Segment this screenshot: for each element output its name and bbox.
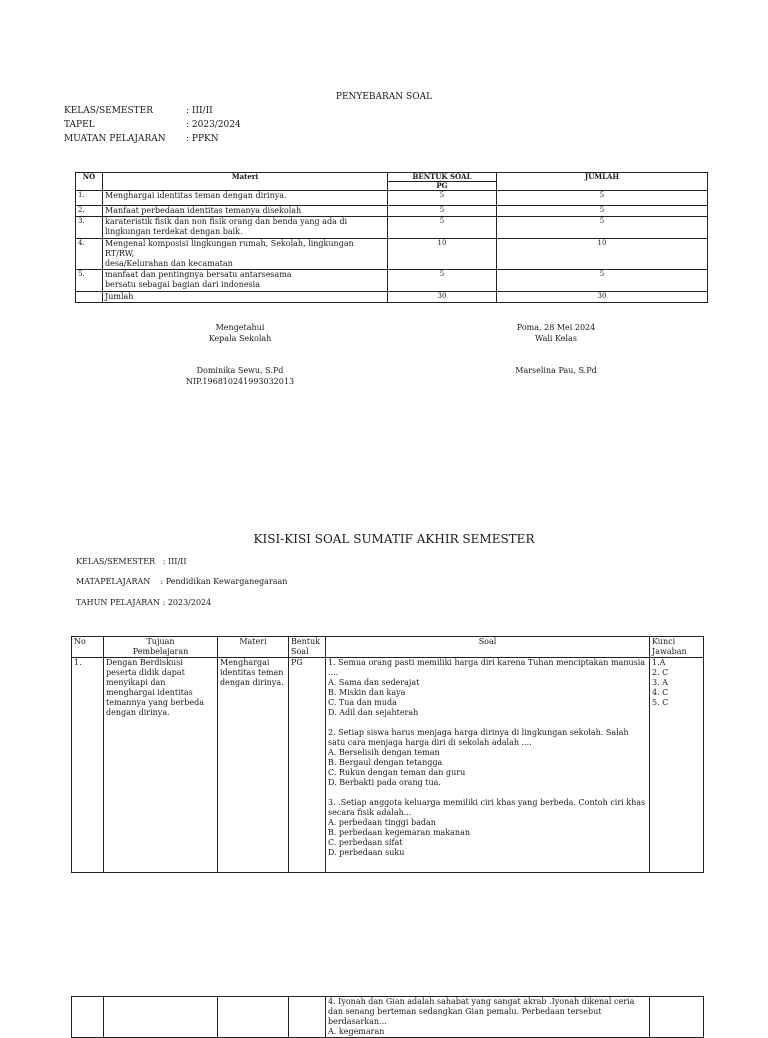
row-bentuk: PG xyxy=(289,658,326,873)
total-pg: 30 xyxy=(388,292,497,303)
doc1-meta-tapel-label: TAPEL xyxy=(64,120,95,130)
doc1-distribution-table xyxy=(75,172,708,303)
row-pg: 5 xyxy=(388,217,497,239)
row-materi: karateristik fisik dan non fisik orang dan benda yang ada di lingkungan terdekat dengan baik. xyxy=(103,217,388,239)
doc2-meta-subject: MATAPELAJARAN : Pendidikan Kewarganegaraan xyxy=(76,577,288,586)
header-soal: Soal xyxy=(326,637,650,658)
sig-left-line1: Mengetahui xyxy=(215,323,265,332)
sig-left-nip: NIP.196810241993032013 xyxy=(185,377,295,386)
table-row xyxy=(76,270,708,292)
row-soal: 4. Iyonah dan Gian adalah sahabat yang sangat akrab .Iyonah dikenal ceria dan senang berteman sedangkan Gian pemalu. Perbedaan tersebut berdasarkan... A. kegemaran xyxy=(326,997,650,1038)
row-no: 3. xyxy=(76,217,103,239)
table-total-row xyxy=(76,292,708,303)
doc1-meta-subject-label: MUATAN PELAJARAN xyxy=(64,134,166,144)
row-no: 4. xyxy=(76,239,103,270)
header-no: NO xyxy=(76,173,103,191)
row-no: 1. xyxy=(76,191,103,206)
header-no: No xyxy=(72,637,104,658)
doc1-meta-tapel-value: : 2023/2024 xyxy=(186,120,241,130)
row-pg: 5 xyxy=(388,270,497,292)
total-label: Jumlah xyxy=(103,292,388,303)
header-bentuk-soal: BENTUK SOAL xyxy=(388,173,497,182)
row-jumlah: 5 xyxy=(497,191,708,206)
sig-right-line1: Poma, 28 Mei 2024 xyxy=(516,323,596,332)
row-no: 2. xyxy=(76,206,103,217)
row-materi: Manfaat perbedaan identitas temanya disekolah xyxy=(103,206,388,217)
table-row xyxy=(72,658,704,873)
header-bentuk: Bentuk Soal xyxy=(289,637,326,658)
header-pg: PG xyxy=(388,182,497,191)
sig-right-name: Marselina Pau, S.Pd xyxy=(515,366,597,375)
header-kunci: Kunci Jawaban xyxy=(650,637,704,658)
row-pg: 5 xyxy=(388,206,497,217)
row-soal: 1. Semua orang pasti memiliki harga diri karena Tuhan menciptakan manusia .... A. Sama dan sederajat B. Miskin dan kaya C. Tua dan muda D. Adil dan sejahterah 2. Setiap siswa harus menjaga harga dirinya di lingkungan sekolah. Salah satu cara menjaga harga diri di sekolah adalah .... A. Berselisih dengan teman B. Bergaul dengan tetangga C. Rukun dengan teman dan guru D. Berbakti pada orang tua. 3. .Setiap anggota keluarga memiliki ciri khas yang berbeda. Contoh ciri khas secara fisik adalah... A. perbedaan tinggi badan B. perbedaan kegemaran makanan C. perbedaan sifat D. perbedaan suku xyxy=(326,658,650,873)
total-jumlah: 30 xyxy=(497,292,708,303)
row-materi: Mengenal komposisi lingkungan rumah, Sekolah, lingkungan RT/RW, desa/Kelurahan dan kecamatan xyxy=(103,239,388,270)
row-no: 1. xyxy=(72,658,104,873)
sig-left-line2: Kepala Sekolah xyxy=(208,334,272,343)
row-materi: manfaat dan pentingnya bersatu antarsesama bersatu sebagai bagian dari indonesia xyxy=(103,270,388,292)
doc2-meta-class: KELAS/SEMESTER : III/II xyxy=(76,557,187,566)
header-materi: Materi xyxy=(218,637,289,658)
doc1-meta-subject-value: : PPKN xyxy=(186,134,219,144)
doc2-kisi-table-continued xyxy=(71,996,704,1038)
header-jumlah: JUMLAH xyxy=(497,173,708,191)
doc1-title: PENYEBARAN SOAL xyxy=(335,92,433,102)
header-tujuan: Tujuan Pembelajaran xyxy=(104,637,218,658)
row-materi: Menghargai identitas teman dengan dirinya. xyxy=(103,191,388,206)
table-row xyxy=(76,206,708,217)
header-materi: Materi xyxy=(103,173,388,191)
doc1-meta-class-value: : III/II xyxy=(186,106,213,116)
row-jumlah: 10 xyxy=(497,239,708,270)
sig-left-name: Dominika Sewu, S.Pd xyxy=(196,366,284,375)
row-pg: 10 xyxy=(388,239,497,270)
doc2-title: KISI-KISI SOAL SUMATIF AKHIR SEMESTER xyxy=(253,532,535,546)
table-row xyxy=(76,191,708,206)
row-materi: Menghargai identitas teman dengan dirinya. xyxy=(218,658,289,873)
table-row xyxy=(72,997,704,1038)
row-jumlah: 5 xyxy=(497,270,708,292)
row-jumlah: 5 xyxy=(497,206,708,217)
sig-right-line2: Wali Kelas xyxy=(535,334,577,343)
doc2-kisi-table xyxy=(71,636,704,873)
row-tujuan: Dengan Berdiskusi peserta didik dapat menyikapi dan menghargai identitas temannya yang berbeda dengan dirinya. xyxy=(104,658,218,873)
row-pg: 5 xyxy=(388,191,497,206)
table-row xyxy=(76,239,708,270)
row-jumlah: 5 xyxy=(497,217,708,239)
row-kunci: 1.A 2. C 3. A 4. C 5. C xyxy=(650,658,704,873)
doc1-meta-class-label: KELAS/SEMESTER xyxy=(64,106,154,116)
row-no: 5. xyxy=(76,270,103,292)
table-row xyxy=(76,217,708,239)
doc2-meta-year: TAHUN PELAJARAN : 2023/2024 xyxy=(76,598,212,607)
